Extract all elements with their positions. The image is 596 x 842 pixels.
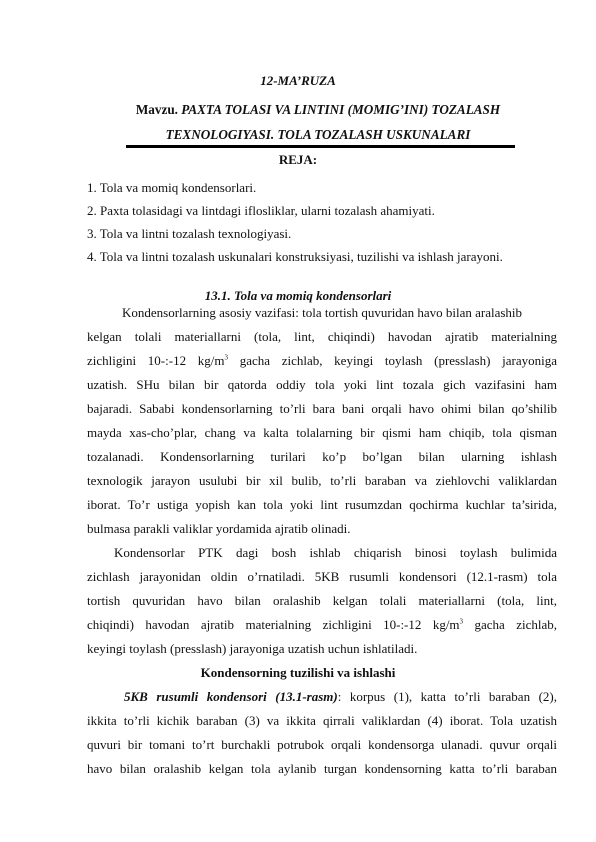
text-line: quvuri bir tomani to’rt burchakli potrubok orqali kondensorga ulanadi. quvur orqali	[87, 737, 557, 752]
lecture-number: 12-MA’RUZA	[260, 73, 336, 88]
text-line: bulmasa parakli valiklar yordamida ajratib olinadi.	[87, 521, 351, 536]
text-line: havo bilan oralashib kelgan tola aylanib turgan kondensorning katta to’rli baraban	[87, 761, 557, 776]
text-line: uzatish. SHu bilan bir qatorda oddiy tola yoki lint tozala gich vazifasini ham	[87, 377, 557, 392]
text-line: Kondensorlarning asosiy vazifasi: tola tortish quvuridan havo bilan aralashib	[122, 305, 523, 320]
text-line: Kondensorlar PTK dagi bosh ishlab chiqarish binosi toylash bulimida	[114, 545, 557, 560]
text-line: mayda xas-cho’plar, chang va kalta tolalarning bir qismi ham chiqib, tola qisman	[87, 425, 557, 440]
text-segment: gacha zichlab, keyingi toylash (presslash) jarayoniga	[228, 353, 558, 368]
text-line: keyingi toylash (presslash) jarayoniga uzatish uchun ishlatiladi.	[87, 641, 418, 656]
title-underline-rule	[126, 145, 515, 148]
text-line: zichlash jarayonidan oldin o’rnatiladi. 5KB rusumli kondensori (12.1-rasm) tola	[87, 569, 557, 584]
figure-lead: 5KB rusumli kondensori (13.1-rasm)	[124, 689, 338, 704]
superscript: 3	[224, 353, 228, 362]
plan-heading: REJA:	[278, 152, 318, 167]
text-line: tozalanadi. Kondensorlarning turilari ko’p bo’lgan bilan ularning ishlash	[87, 449, 557, 464]
topic-title-part-1: PAXTA TOLASI VA LINTINI (MOMIG’INI) TOZALASH	[181, 102, 501, 117]
section-1-heading: 13.1. Tola va momiq kondensorlari	[204, 288, 392, 303]
topic-title-part-2: TEXNOLOGIYASI. TOLA TOZALASH USKUNALARI	[165, 127, 471, 142]
text-line	[124, 689, 557, 705]
text-line: kelgan tolali materiallarni (tola, lint, chiqindi) havodan ajratib materialning	[87, 329, 557, 344]
text-segment: gacha zichlab,	[463, 617, 557, 632]
text-line: bajaradi. Sababi kondensorlarning to’rli bara bani orqali havo ohimi bilan qo’shilib	[87, 401, 557, 416]
plan-item: 4. Tola va lintni tozalash uskunalari konstruksiyasi, tuzilishi va ishlash jarayoni.	[87, 249, 503, 264]
text-segment: zichligini 10-:-12 kg/m	[87, 353, 225, 368]
section-2-heading: Kondensorning tuzilishi va ishlashi	[200, 665, 396, 680]
text-line: iborat. To’r ustiga yopish kan tola yoki lint rusumzdan qochirma kuchlar ta’sirida,	[87, 497, 557, 512]
text-segment: chiqindi) havodan ajratib materialning zichligini 10-:-12 kg/m	[87, 617, 460, 632]
text-line: texnologik jarayon usulubi bir xil bulib, to’rli baraban va ziehlovchi valiklardan	[87, 473, 557, 488]
plan-item: 3. Tola va lintni tozalash texnologiyasi.	[87, 226, 292, 241]
text-line	[87, 617, 557, 633]
text-segment: : korpus (1), katta to’rli baraban (2),	[337, 689, 557, 704]
text-line	[87, 353, 557, 369]
topic-line-1	[80, 102, 556, 118]
topic-label: Mavzu.	[135, 102, 178, 117]
plan-item: 2. Paxta tolasidagi va lintdagi iflosliklar, ularni tozalash ahamiyati.	[87, 203, 435, 218]
superscript: 3	[459, 617, 464, 626]
text-line: ikkita to’rli kichik baraban (3) va ikkita qirrali valiklardan (4) iborat. Tola uzatish	[87, 713, 557, 728]
text-line: tortish quvuridan havo bilan oralashib kelgan tolali materiallarni (tola, lint,	[87, 593, 557, 608]
plan-item: 1. Tola va momiq kondensorlari.	[87, 180, 257, 195]
